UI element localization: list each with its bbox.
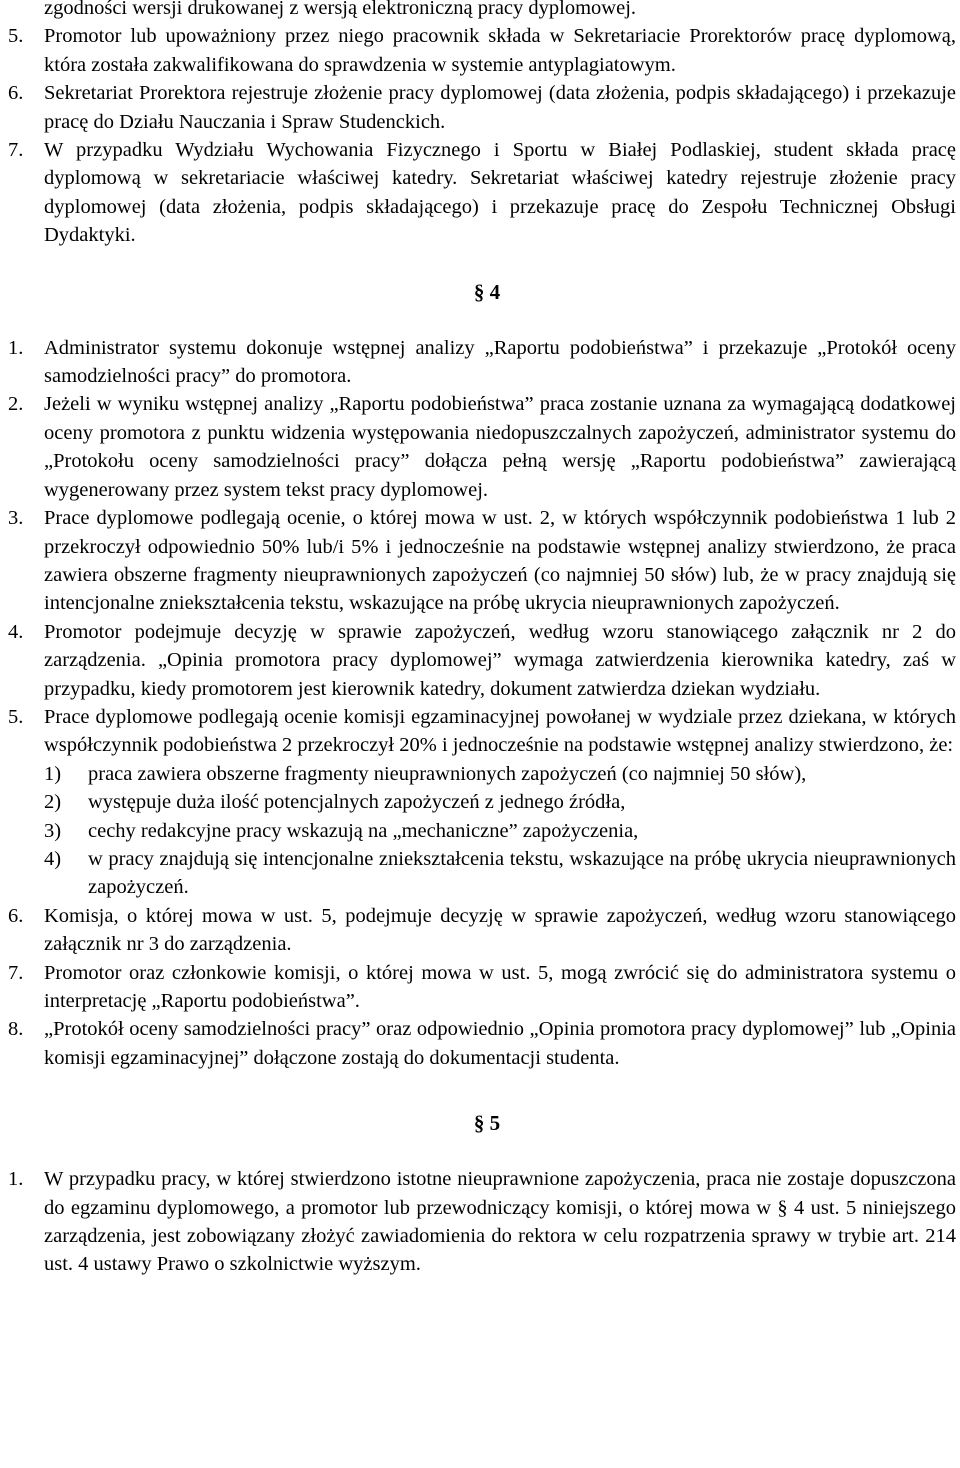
item-text: Promotor oraz członkowie komisji, o której mowa w ust. 5, mogą zwrócić się do administratora systemu o interpretację „Raportu podobieństwa”. [44,961,956,1012]
sub-item-number: 3) [44,819,62,842]
section-heading-5: § 5 [473,1111,501,1136]
item-number: 2. [8,393,24,416]
item-number: 1. [8,1168,24,1191]
list-item [0,959,960,1016]
sub-list-item [0,817,960,845]
item-number: 5. [8,25,24,48]
list-item [0,390,960,504]
item-number: 7. [8,139,24,162]
list-item [0,1015,960,1072]
item-number: 4. [8,620,24,643]
item-text: Prace dyplomowe podlegają ocenie komisji egzaminacyjnej powołanej w wydziale przez dziekana, w których współczynnik podobieństwa 2 przekroczył 20% i jednocześnie na podstawie wstępnej analizy stwierdzono, że: [44,705,956,757]
item-text: „Protokół oceny samodzielności pracy” oraz odpowiednio „Opinia promotora pracy dyplomowej” lub „Opinia komisji egzaminacyjnej” dołączone zostają do dokumentacji studenta. [44,1018,956,1069]
item-text: Jeżeli w wyniku wstępnej analizy „Raportu podobieństwa” praca zostanie uznana za wymagającą dodatkowej oceny promotora z punktu widzenia występowania niedopuszczalnych zapożyczeń, administrator systemu do „Protokołu oceny samodzielności pracy” dołącza pełną wersję „Raportu podobieństwa” zawierającą wygenerowany przez system tekst pracy dyplomowej. [44,393,956,501]
continuation-text: zgodności wersji drukowanej z wersją elektroniczną pracy dyplomowej. [44,0,637,19]
item-text: W przypadku Wydziału Wychowania Fizycznego i Sportu w Białej Podlaskiej, student składa pracę dyplomową w sekretariacie właściwej katedry. Sekretariat właściwej katedry rejestruje złożenie pracy dyplomowej (data złożenia, podpis składającego) i przekazuje pracę do Zespołu Technicznej Obsługi Dydaktyki. [44,139,956,247]
continuation-paragraph [0,0,960,22]
list-item [0,703,960,760]
list-item [0,1165,960,1279]
item-text: Sekretariat Prorektora rejestruje złożenie pracy dyplomowej (data złożenia, podpis składającego) i przekazuje pracę do Działu Nauczania i Spraw Studenckich. [44,82,956,133]
sub-item-number: 2) [44,791,62,814]
list-item [0,504,960,618]
sub-item-text: występuje duża ilość potencjalnych zapożyczeń z jednego źródła, [88,791,626,814]
sub-list-item [0,760,960,788]
item-number: 8. [8,1018,24,1041]
item-number: 1. [8,336,24,359]
sub-item-text: cechy redakcyjne pracy wskazują na „mechaniczne” zapożyczenia, [88,819,639,842]
sub-item-text: w pracy znajdują się intencjonalne zniekształcenia tekstu, wskazujące na próbę ukrycia nieuprawnionych zapożyczeń. [88,847,956,899]
item-text: Promotor lub upoważniony przez niego pracownik składa w Sekretariacie Prorektorów pracę dyplomową, która została zakwalifikowana do sprawdzenia w systemie antyplagiatowym. [44,25,956,76]
sub-list-item [0,845,960,902]
list-item [0,22,960,79]
sub-item-text: praca zawiera obszerne fragmenty nieuprawnionych zapożyczeń (co najmniej 50 słów), [88,762,807,785]
item-text: W przypadku pracy, w której stwierdzono istotne nieuprawnione zapożyczenia, praca nie zostaje dopuszczona do egzaminu dyplomowego, a promotor lub przewodniczący komisji, o której mowa w § 4 ust. 5 niniejszego zarządzenia, jest zobowiązany złożyć zawiadomienia do rektora w celu rozpatrzenia sprawy w trybie art. 214 ust. 4 ustawy Prawo o szkolnictwie wyższym. [44,1168,956,1276]
item-text: Promotor podejmuje decyzję w sprawie zapożyczeń, według wzoru stanowiącego załącznik nr 2 do zarządzenia. „Opinia promotora pracy dyplomowej” wymaga zatwierdzenia kierownika katedry, zaś w przypadku, kiedy promotorem jest kierownik katedry, dokument zatwierdza dziekan wydziału. [44,620,956,700]
list-item [0,902,960,959]
sub-item-number: 1) [44,762,62,785]
sub-item-number: 4) [44,847,62,870]
item-number: 7. [8,961,24,984]
list-item [0,618,960,703]
item-number: 3. [8,507,24,530]
item-text: Prace dyplomowe podlegają ocenie, o której mowa w ust. 2, w których współczynnik podobieństwa 1 lub 2 przekroczył odpowiednio 50% lub/i 5% i jednocześnie na podstawie wstępnej analizy stwierdzono, że praca zawiera obszerne fragmenty nieuprawnionych zapożyczeń (co najmniej 50 słów) lub, że w pracy znajdują się intencjonalne zniekształcenia tekstu, wskazujące na próbę ukrycia nieuprawnionych zapożyczeń. [44,507,956,615]
sub-list-item [0,788,960,816]
item-number: 6. [8,82,24,105]
list-item [0,136,960,250]
section-heading-4: § 4 [473,279,501,304]
list-item [0,334,960,391]
item-text: Komisja, o której mowa w ust. 5, podejmuje decyzję w sprawie zapożyczeń, według wzoru stanowiącego załącznik nr 3 do zarządzenia. [44,904,956,956]
item-number: 6. [8,904,24,927]
item-text: Administrator systemu dokonuje wstępnej analizy „Raportu podobieństwa” i przekazuje „Protokół oceny samodzielności pracy” do promotora. [44,336,956,388]
list-item [0,79,960,136]
item-number: 5. [8,705,24,728]
